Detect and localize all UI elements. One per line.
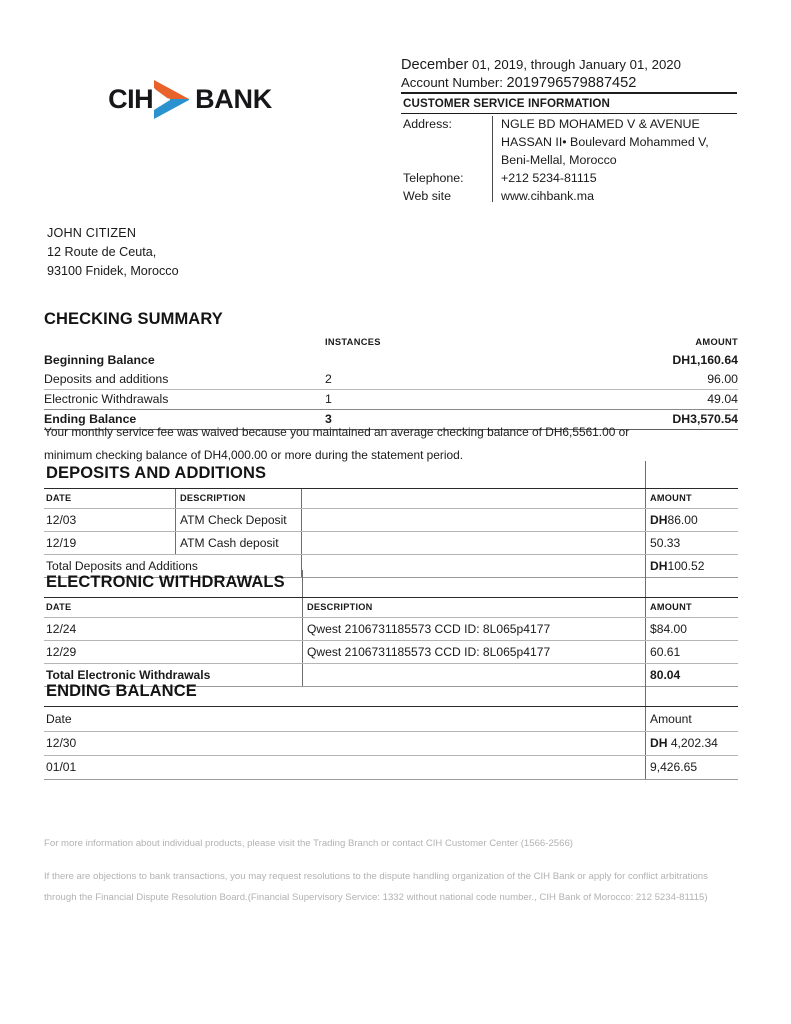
customer-service-title: CUSTOMER SERVICE INFORMATION (403, 97, 610, 110)
col-header-amount: Amount (650, 712, 692, 726)
table-divider (175, 532, 176, 554)
cell-amount: 9,426.65 (650, 760, 698, 774)
table-divider (645, 532, 646, 554)
ending-balance-column-header-row (44, 707, 738, 732)
col-header-date: DATE (46, 493, 72, 503)
col-header-amount: AMOUNT (650, 493, 692, 503)
row-instances: 2 (325, 372, 332, 386)
deposits-column-header-row (44, 489, 738, 509)
table-divider (175, 509, 176, 531)
row-value: NGLE BD MOHAMED V & AVENUE (501, 117, 700, 131)
statement-period-rest: 01, 2019, through January 01, 2020 (468, 57, 681, 72)
summary-row-withdrawals (44, 390, 738, 410)
account-number-value: 2019796579887452 (506, 75, 637, 91)
customer-service-banner (401, 92, 737, 114)
cell-date: 12/24 (46, 622, 77, 636)
row-value: Beni-Mellal, Morocco (501, 153, 617, 167)
statement-footer (44, 833, 740, 920)
col-header-description: DESCRIPTION (180, 493, 246, 503)
row-instances: 1 (325, 392, 332, 406)
table-divider (645, 461, 646, 488)
cell-description: ATM Check Deposit (180, 513, 287, 527)
cell-description: Qwest 2106731185573 CCD ID: 8L065p4177 (307, 622, 551, 636)
table-divider (645, 641, 646, 663)
total-label: Total Deposits and Additions (46, 559, 198, 573)
table-divider (301, 489, 302, 508)
table-divider (302, 570, 303, 597)
summary-row-beginning-balance (44, 351, 738, 370)
footer-paragraph-1: For more information about individual products, please visit the Trading Branch or contact CIH Customer Center (1566-2566) (44, 838, 573, 849)
deposits-section-header (44, 461, 738, 489)
statement-period (401, 56, 737, 74)
table-divider (492, 116, 493, 202)
cell-amount (650, 509, 698, 531)
notice-line-2: minimum checking balance of DH4,000.00 or more during the statement period. (44, 448, 464, 462)
row-label: Telephone: (403, 171, 464, 185)
ending-balance-section-header (44, 679, 738, 707)
withdrawals-title: ELECTRONIC WITHDRAWALS (46, 573, 285, 591)
customer-address-line-1: 12 Route de Ceuta, (47, 245, 157, 259)
customer-service-row (401, 169, 737, 187)
table-divider (645, 570, 646, 597)
customer-service-row (401, 133, 737, 151)
deposits-title: DEPOSITS AND ADDITIONS (46, 464, 267, 482)
cell-amount: 50.33 (650, 536, 681, 550)
row-value: HASSAN II• Boulevard Mohammed V, (501, 135, 709, 149)
table-divider (645, 618, 646, 640)
row-label: Electronic Withdrawals (44, 392, 169, 406)
withdrawals-column-header-row (44, 598, 738, 618)
statement-header (0, 0, 791, 205)
amount-value: 100.52 (667, 559, 705, 573)
account-info-block (401, 56, 737, 92)
checking-summary-title: CHECKING SUMMARY (44, 310, 223, 328)
customer-address-line-2: 93100 Fnidek, Morocco (47, 264, 179, 278)
customer-service-row (401, 187, 737, 205)
withdrawals-section-header (44, 570, 738, 598)
amount-value: 3,570.54 (690, 412, 738, 426)
table-row (44, 756, 738, 780)
table-row (44, 509, 738, 532)
customer-service-row (401, 115, 737, 133)
notice-line-1: Your monthly service fee was waived because you maintained an average checking balance of DH6,5561.00 or (44, 425, 630, 439)
table-divider (645, 707, 646, 731)
amount-value: 1,160.64 (690, 353, 738, 367)
currency-prefix: DH (650, 736, 671, 750)
row-label: Web site (403, 189, 451, 203)
col-header-blank (44, 337, 325, 351)
table-row (44, 732, 738, 756)
statement-period-month: December (401, 57, 469, 73)
cell-amount: $84.00 (650, 622, 687, 636)
customer-name: JOHN CITIZEN (47, 226, 137, 240)
col-header-instances: INSTANCES (325, 337, 381, 347)
table-divider (645, 598, 646, 617)
table-divider (302, 641, 303, 663)
row-amount (460, 351, 738, 370)
cell-date: 12/03 (46, 513, 77, 527)
table-divider (645, 489, 646, 508)
currency-prefix: DH (672, 412, 691, 426)
withdrawals-section (44, 570, 738, 687)
table-row (44, 641, 738, 664)
website-value[interactable]: www.cihbank.ma (501, 189, 594, 203)
table-row (44, 618, 738, 641)
ending-balance-section (44, 679, 738, 780)
checking-summary-header-row (44, 337, 738, 351)
table-divider (645, 756, 646, 779)
customer-service-table (401, 115, 737, 205)
footer-paragraph-2: If there are objections to bank transactions, you may request resolutions to the dispute handling organization of the CIH Bank or apply for conflict arbitrations through the Financial Dispute Resolution Board.(Financial Supervisory Service: 1332 without national code number., CIH Bank of Morocco: 212 5234-81115) (44, 871, 708, 903)
ending-balance-title: ENDING BALANCE (46, 682, 197, 700)
table-divider (645, 732, 646, 755)
table-divider (645, 679, 646, 706)
cell-date: 12/29 (46, 645, 77, 659)
row-label: Beginning Balance (44, 353, 155, 367)
table-divider (301, 532, 302, 554)
summary-row-deposits (44, 370, 738, 390)
logo-text-bank: BANK (195, 84, 272, 114)
col-header-date: Date (46, 712, 72, 726)
row-instances: 3 (325, 412, 332, 426)
deposits-section (44, 461, 738, 578)
row-label: Address: (403, 117, 452, 131)
currency-prefix: DH (650, 559, 668, 573)
col-header-amount: AMOUNT (650, 602, 692, 612)
row-label (401, 133, 492, 151)
logo-text-cih: CIH (108, 84, 154, 114)
currency-prefix: DH (650, 513, 668, 527)
currency-prefix: DH (672, 353, 691, 367)
checking-summary-section (44, 310, 738, 430)
row-label (401, 151, 492, 169)
row-amount: 96.00 (707, 372, 738, 386)
account-number-label: Account Number: (401, 75, 507, 90)
amount-value: 86.00 (667, 513, 698, 527)
total-amount: 80.04 (650, 668, 681, 682)
table-divider (175, 489, 176, 508)
cell-date: 12/30 (46, 736, 77, 750)
table-divider (301, 509, 302, 531)
amount-value: 4,202.34 (670, 736, 718, 750)
row-label: Ending Balance (44, 412, 137, 426)
row-amount: 49.04 (707, 392, 738, 406)
cell-description: ATM Cash deposit (180, 536, 279, 550)
cell-date: 12/19 (46, 536, 77, 550)
bank-logo (104, 63, 276, 136)
total-label: Total Electronic Withdrawals (46, 668, 211, 682)
customer-address-block (47, 224, 377, 281)
table-divider (302, 598, 303, 617)
table-divider (645, 509, 646, 531)
table-row (44, 532, 738, 555)
chevron-right-icon (153, 79, 193, 121)
row-label: Deposits and additions (44, 372, 169, 386)
cell-amount: 60.61 (650, 645, 681, 659)
table-divider (302, 618, 303, 640)
cell-date: 01/01 (46, 760, 77, 774)
col-header-amount: AMOUNT (695, 337, 738, 347)
cell-amount (650, 732, 718, 755)
customer-service-row (401, 151, 737, 169)
account-number-row (401, 74, 737, 92)
row-value: +212 5234-81115 (501, 171, 597, 185)
cell-description: Qwest 2106731185573 CCD ID: 8L065p4177 (307, 645, 551, 659)
col-header-date: DATE (46, 602, 72, 612)
col-header-description: DESCRIPTION (307, 602, 373, 612)
